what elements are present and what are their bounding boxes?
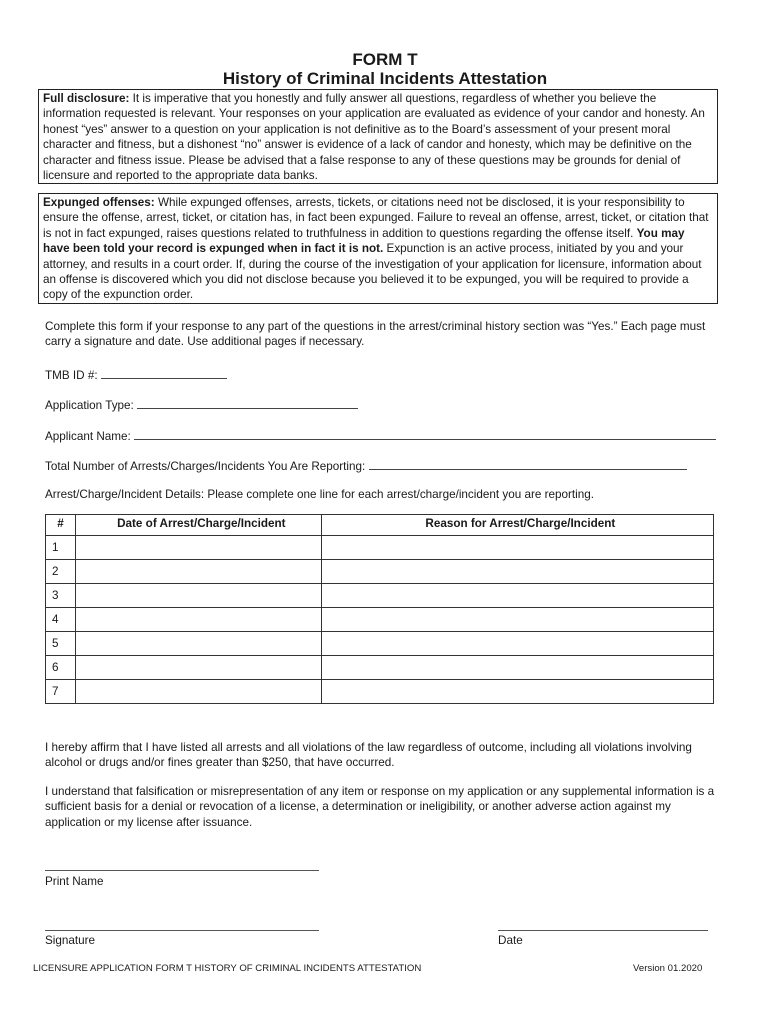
tmb-id-field <box>45 367 227 382</box>
signature-label: Signature <box>45 934 96 947</box>
total-number-field <box>45 458 687 473</box>
row-number: 2 <box>46 560 76 584</box>
expunged-emphasis: You may have been told your record is expunged when in fact it is not. <box>43 226 685 256</box>
row-number: 1 <box>46 536 76 560</box>
table-row <box>46 560 714 584</box>
date-label: Date <box>498 934 523 947</box>
date-cell[interactable] <box>75 584 321 608</box>
expunged-text-1: While expunged offenses, arrests, tickets, or citations need not be disclosed, it is your responsibility to ensure the offense, arrest, ticket, or citation has, in fact been expunged. Failure to reveal an offense, arrest, ticket, or citation that is not in fact expunged, raises questions related to truthfulness in addition to questions regarding the offense itself. <box>43 196 709 240</box>
date-cell[interactable] <box>75 536 321 560</box>
table-row <box>46 608 714 632</box>
reason-cell[interactable] <box>321 680 713 704</box>
date-line[interactable] <box>498 930 708 931</box>
expunged-offenses-box <box>38 193 718 304</box>
tmb-id-label: TMB ID #: <box>45 369 98 382</box>
signature-line[interactable] <box>45 930 319 931</box>
row-number: 6 <box>46 656 76 680</box>
date-cell[interactable] <box>75 632 321 656</box>
date-cell[interactable] <box>75 560 321 584</box>
falsification-text: I understand that falsification or misrepresentation of any item or response on my application or any supplemental information is a sufficient basis for a denial or revocation of a license, a determination or ineligibility, or another adverse action against my application or my license after issuance. <box>45 785 715 829</box>
tmb-id-input[interactable] <box>101 367 227 379</box>
affirmation-text: I hereby affirm that I have listed all arrests and all violations of the law regardless of outcome, including all violations involving alcohol or drugs and/or fines greater than $250, that have occurred. <box>45 741 692 770</box>
header-number: # <box>46 515 76 536</box>
reason-cell[interactable] <box>321 584 713 608</box>
application-type-label: Application Type: <box>45 399 134 412</box>
form-title: History of Criminal Incidents Attestation <box>222 69 548 88</box>
expunged-label: Expunged offenses: <box>43 196 155 209</box>
date-cell[interactable] <box>75 656 321 680</box>
table-row <box>46 680 714 704</box>
applicant-name-label: Applicant Name: <box>45 430 131 443</box>
applicant-name-input[interactable] <box>134 428 716 440</box>
table-row <box>46 656 714 680</box>
row-number: 7 <box>46 680 76 704</box>
print-name-label: Print Name <box>45 875 104 888</box>
table-row <box>46 632 714 656</box>
reason-cell[interactable] <box>321 656 713 680</box>
full-disclosure-text: It is imperative that you honestly and fully answer all questions, regardless of whether you believe the information requested is relevant. Your responses on your application are evaluated as evidence of your candor and honesty. An honest “yes” answer to a question on your application is not definitive as to the Board’s assessment of your present moral character and fitness, but a dishonest “no” answer is evidence of a lack of candor and honesty, which may be definitive on the character and fitness issue. Please be advised that a false response to any of these questions may be grounds for denial of licensure and reported to the appropriate data banks. <box>43 92 705 183</box>
expunged-text-2: Expunction is an active process, initiated by you and your attorney, and results in a court order. If, during the course of the investigation of your application for licensure, information about an offense is discovered which you did not disclose because you believed it to be expunged, you will be required to provide a copy of the expunction order. <box>43 242 702 302</box>
table-header-row <box>46 515 714 536</box>
form-code: FORM T <box>352 50 418 69</box>
full-disclosure-box <box>38 89 718 184</box>
row-number: 5 <box>46 632 76 656</box>
total-number-label: Total Number of Arrests/Charges/Incidents You Are Reporting: <box>45 460 366 473</box>
application-type-input[interactable] <box>137 397 358 409</box>
footer-title: LICENSURE APPLICATION FORM T HISTORY OF CRIMINAL INCIDENTS ATTESTATION <box>33 963 422 974</box>
applicant-name-field <box>45 428 716 443</box>
date-cell[interactable] <box>75 680 321 704</box>
print-name-line[interactable] <box>45 870 319 871</box>
footer-version: Version 01.2020 <box>633 963 703 974</box>
row-number: 3 <box>46 584 76 608</box>
header-reason: Reason for Arrest/Charge/Incident <box>321 515 713 536</box>
reason-cell[interactable] <box>321 632 713 656</box>
reason-cell[interactable] <box>321 536 713 560</box>
full-disclosure-label: Full disclosure: <box>43 92 130 105</box>
incident-table <box>45 514 714 704</box>
reason-cell[interactable] <box>321 608 713 632</box>
table-row <box>46 536 714 560</box>
instructions: Complete this form if your response to any part of the questions in the arrest/criminal history section was “Yes.” Each page must carry a signature and date. Use additional pages if necessary. <box>45 320 706 349</box>
row-number: 4 <box>46 608 76 632</box>
table-row <box>46 584 714 608</box>
date-cell[interactable] <box>75 608 321 632</box>
reason-cell[interactable] <box>321 560 713 584</box>
header-date: Date of Arrest/Charge/Incident <box>75 515 321 536</box>
application-type-field <box>45 397 358 412</box>
total-number-input[interactable] <box>369 458 687 470</box>
details-instruction: Arrest/Charge/Incident Details: Please complete one line for each arrest/charge/incident you are reporting. <box>45 488 594 501</box>
